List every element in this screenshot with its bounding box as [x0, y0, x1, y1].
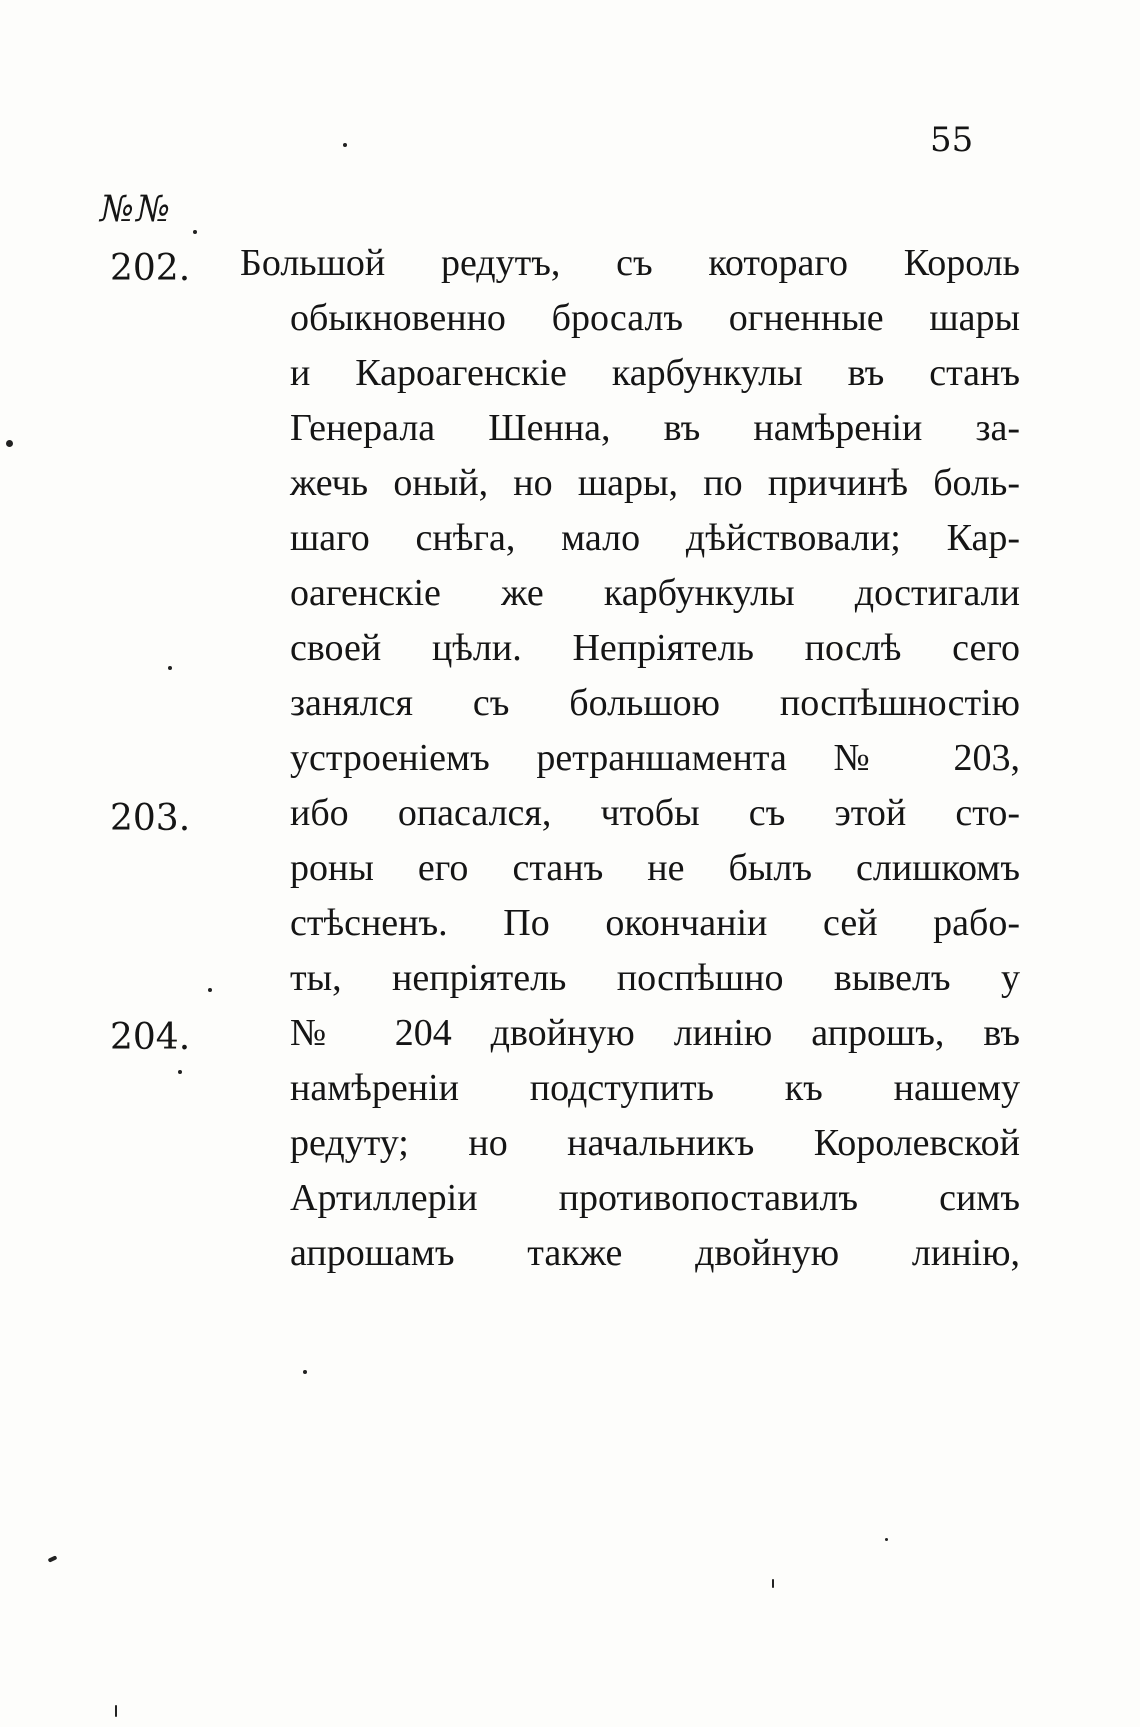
text-line: апрошамъ также двойную линію, — [290, 1232, 1020, 1274]
text-line: стѣсненъ. По окончаніи сей рабо- — [290, 902, 1020, 944]
text-line: Большой редутъ, съ котораго Король — [240, 242, 1020, 284]
text-line: жечь оный, но шары, по причинѣ боль- — [290, 462, 1020, 504]
margin-number: 203. — [110, 798, 191, 839]
text-line: занялся съ большою поспѣшностію — [290, 682, 1020, 724]
print-speck — [303, 1370, 307, 1374]
text-line: устроеніемъ ретраншамента № 203, — [290, 737, 1020, 779]
text-line: ты, непріятель поспѣшно вывелъ у — [290, 957, 1020, 999]
print-speck — [885, 1538, 888, 1541]
print-speck — [772, 1579, 774, 1588]
text-line: шаго снѣга, мало дѣйствовали; Кар- — [290, 517, 1020, 559]
text-line: роны его станъ не былъ слишкомъ — [290, 847, 1020, 889]
margin-number: 202. — [110, 248, 191, 289]
text-line: своей цѣли. Непріятель послѣ сего — [290, 627, 1020, 669]
page-number: 55 — [930, 120, 974, 160]
text-line: Артиллеріи противопоставилъ симъ — [290, 1177, 1020, 1219]
text-line: № 204 двойную линію апрошъ, въ — [290, 1012, 1020, 1054]
text-line: редуту; но начальникъ Королевской — [290, 1122, 1020, 1164]
text-line: намѣреніи подступить къ нашему — [290, 1067, 1020, 1109]
column-header: №№ — [100, 189, 173, 230]
print-speck — [115, 1705, 117, 1717]
text-line: Генерала Шенна, въ намѣреніи за- — [290, 407, 1020, 449]
text-line: обыкновенно бросалъ огненные шары — [290, 297, 1020, 339]
text-line: оагенскіе же карбункулы достигали — [290, 572, 1020, 614]
text-line: и Кароагенскіе карбункулы въ станъ — [290, 352, 1020, 394]
print-speck — [168, 666, 172, 670]
print-speck — [178, 1070, 182, 1074]
margin-number: 204. — [110, 1017, 191, 1058]
print-speck — [193, 230, 197, 234]
print-speck — [6, 440, 13, 447]
print-speck — [208, 988, 212, 992]
print-speck — [48, 1555, 58, 1562]
text-line: ибо опасался, чтобы съ этой сто- — [290, 792, 1020, 834]
print-speck — [343, 143, 347, 147]
